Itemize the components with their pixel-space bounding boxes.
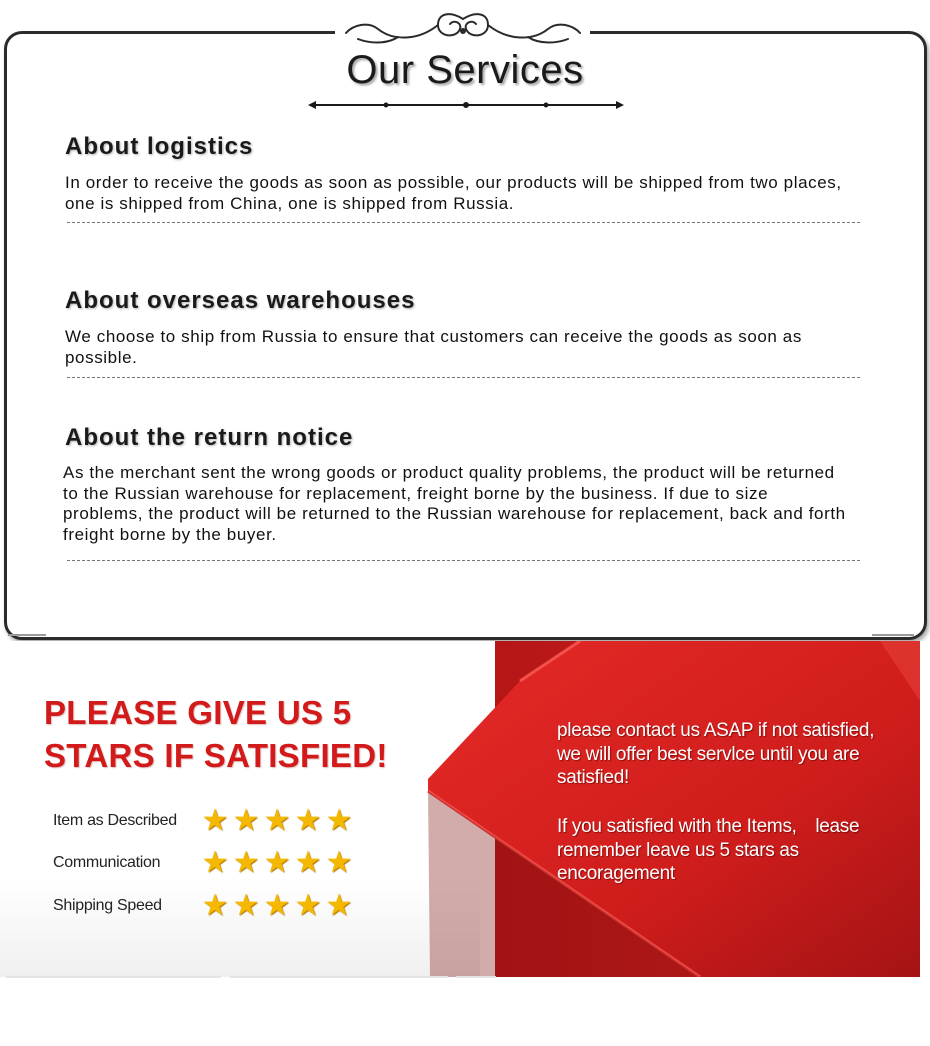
star-icon: ★ bbox=[232, 804, 260, 837]
rating-row-shipping-speed bbox=[53, 891, 354, 921]
star-icon: ★ bbox=[201, 846, 229, 879]
headline-line-2: STARS IF SATISFIED! bbox=[44, 737, 388, 774]
rating-label: Item as Described bbox=[53, 812, 177, 829]
star-icon: ★ bbox=[263, 846, 291, 879]
star-icon: ★ bbox=[325, 804, 353, 837]
section-heading-logistics: About logistics bbox=[65, 133, 254, 160]
section-body-return: As the merchant sent the wrong goods or product quality problems, the product will be returned to the Russian warehouse for replacement, freight borne by the business. If due to size problems, the product will be returned to the Russian warehouse for replacement, back and forth freight borne by the buyer. bbox=[63, 463, 846, 544]
review-request-message: If you satisfied with the Items, lease remember leave us 5 stars as encoragement bbox=[557, 816, 860, 884]
star-icon: ★ bbox=[232, 889, 260, 922]
corner-accent bbox=[8, 634, 46, 636]
star-icon: ★ bbox=[263, 889, 291, 922]
arrow-divider-icon bbox=[308, 98, 624, 112]
headline bbox=[44, 691, 388, 777]
rating-row-item-described bbox=[53, 806, 354, 836]
divider bbox=[67, 560, 860, 561]
section-heading-return: About the return notice bbox=[65, 424, 354, 451]
strip-segment bbox=[230, 976, 448, 978]
star-rating bbox=[200, 848, 354, 878]
bottom-strip bbox=[0, 976, 930, 978]
rating-label: Communication bbox=[53, 854, 161, 871]
star-icon: ★ bbox=[232, 846, 260, 879]
section-body-logistics: In order to receive the goods as soon as possible, our products will be shipped from two places, one is shipped from China, one is shipped from Russia. bbox=[65, 173, 842, 213]
headline-line-1: PLEASE GIVE US 5 bbox=[44, 694, 352, 731]
star-icon: ★ bbox=[294, 889, 322, 922]
scroll-flourish-icon bbox=[338, 11, 588, 47]
contact-message: please contact us ASAP if not satisfied, we will offer best servlce until you are satisfied! bbox=[557, 720, 893, 788]
section-body-warehouses: We choose to ship from Russia to ensure that customers can receive the goods as soon as possible. bbox=[65, 327, 802, 367]
star-rating bbox=[200, 806, 354, 836]
rating-row-communication bbox=[53, 848, 354, 878]
section-heading-warehouses: About overseas warehouses bbox=[65, 287, 416, 314]
star-icon: ★ bbox=[294, 804, 322, 837]
star-icon: ★ bbox=[325, 889, 353, 922]
star-icon: ★ bbox=[263, 804, 291, 837]
divider bbox=[67, 222, 860, 223]
page-title: Our Services bbox=[346, 48, 584, 92]
star-icon: ★ bbox=[201, 804, 229, 837]
rating-banner bbox=[0, 641, 930, 977]
star-icon: ★ bbox=[294, 846, 322, 879]
star-icon: ★ bbox=[325, 846, 353, 879]
strip-segment bbox=[456, 976, 496, 978]
corner-accent bbox=[872, 634, 914, 636]
star-rating bbox=[200, 891, 354, 921]
strip-segment bbox=[6, 976, 221, 978]
divider bbox=[67, 377, 860, 378]
rating-label: Shipping Speed bbox=[53, 897, 162, 914]
star-icon: ★ bbox=[201, 889, 229, 922]
